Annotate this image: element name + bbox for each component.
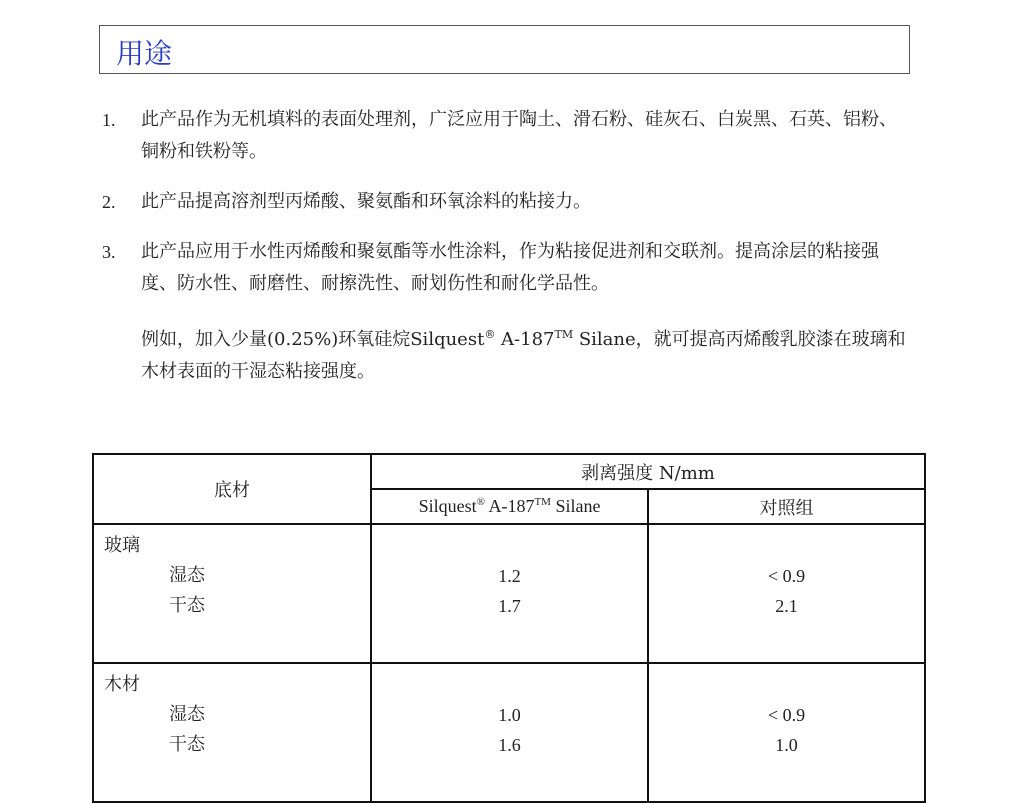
header-substrate: 底材 bbox=[93, 454, 371, 524]
control-value: 2.1 bbox=[775, 596, 798, 616]
example-paragraph bbox=[102, 319, 912, 388]
condition: 干态 bbox=[169, 595, 205, 616]
silane-value: 1.7 bbox=[498, 596, 521, 616]
item-number: 1. bbox=[102, 110, 116, 130]
item-text: 此产品提高溶剂型丙烯酸、聚氨酯和环氧涂料的粘接力。 bbox=[141, 191, 591, 212]
silane-value: 1.2 bbox=[498, 566, 521, 586]
control-value: 1.0 bbox=[775, 735, 798, 755]
peel-strength-table bbox=[92, 453, 926, 803]
list-item bbox=[102, 236, 912, 300]
item-number: 2. bbox=[102, 192, 116, 212]
item-text: 此产品作为无机填料的表面处理剂，广泛应用于陶土、滑石粉、硅灰石、白炭黑、石英、铝粉、铜粉和铁粉等。 bbox=[141, 109, 897, 162]
silane-value: 1.0 bbox=[498, 705, 521, 725]
table-row-wood bbox=[93, 663, 925, 802]
example-text: Silane，就可提高丙烯酸乳胶漆在玻璃和木材表面的干湿态粘接强度。 bbox=[141, 329, 906, 382]
control-value: < 0.9 bbox=[767, 566, 806, 586]
section-title: 用途 bbox=[116, 37, 173, 70]
registered-mark: ® bbox=[484, 328, 496, 341]
header-silane: Silquest® A-187™ Silane bbox=[371, 489, 648, 524]
header-control: 对照组 bbox=[648, 489, 925, 524]
control-value: < 0.9 bbox=[767, 705, 806, 725]
condition: 湿态 bbox=[169, 704, 205, 725]
condition: 湿态 bbox=[169, 565, 205, 586]
silane-value: 1.6 bbox=[498, 735, 521, 755]
header-peel-strength: 剥离强度 N/mm bbox=[371, 454, 925, 489]
example-text: A-187 bbox=[495, 329, 555, 350]
condition: 干态 bbox=[169, 734, 205, 755]
substrate-name: 玻璃 bbox=[104, 535, 140, 556]
item-number: 3. bbox=[102, 242, 116, 262]
substrate-name: 木材 bbox=[104, 674, 140, 695]
section-title-box bbox=[99, 25, 910, 74]
example-text: 例如，加入少量(0.25%)环氧硅烷Silquest bbox=[141, 329, 485, 350]
list-item bbox=[102, 104, 912, 168]
trademark: TM bbox=[554, 328, 574, 341]
table-row-glass bbox=[93, 524, 925, 663]
list-item bbox=[102, 186, 912, 218]
item-text: 此产品应用于水性丙烯酸和聚氨酯等水性涂料，作为粘接促进剂和交联剂。提高涂层的粘接强度、防水性、耐磨性、耐擦洗性、耐划伤性和耐化学品性。 bbox=[141, 241, 879, 294]
